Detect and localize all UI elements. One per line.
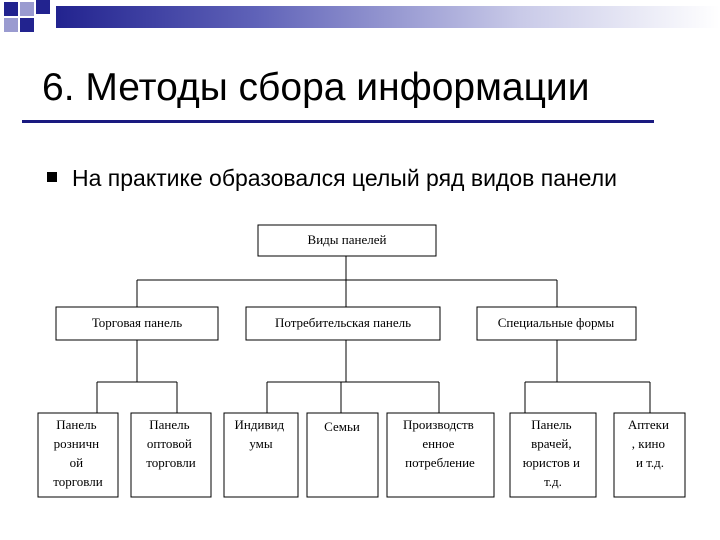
diagram-node-families xyxy=(307,413,378,497)
node-label-line: розничн xyxy=(53,436,100,451)
node-label-line: Виды панелей xyxy=(307,232,387,247)
diagram-node-consumer xyxy=(246,307,440,340)
diagram-node-pharmacies xyxy=(614,413,685,497)
node-label-line: потребление xyxy=(405,455,475,470)
node-label xyxy=(498,315,615,330)
node-label-line: умы xyxy=(249,436,273,451)
node-label-line: Потребительская панель xyxy=(274,315,412,330)
node-label-line: юристов и xyxy=(522,455,581,470)
node-label-line: Специальные формы xyxy=(497,315,615,330)
node-label-line: Торговая панель xyxy=(91,315,183,330)
diagram-node-root xyxy=(258,225,436,256)
diagram-node-special xyxy=(477,307,636,340)
node-label-line: Панель xyxy=(531,417,572,432)
bullet-text: На практике образовался целый ряд видов панели xyxy=(72,165,617,191)
node-label-line: оптовой xyxy=(146,436,192,451)
node-label-line: и т.д. xyxy=(635,455,665,470)
node-label-line: енное xyxy=(422,436,455,451)
node-label xyxy=(324,419,360,434)
node-label-line: врачей, xyxy=(531,436,572,451)
node-label xyxy=(146,417,195,470)
node-label-line: Аптеки xyxy=(627,417,669,432)
diagram-node-individuals xyxy=(224,413,298,497)
node-label-line: Панель xyxy=(56,417,97,432)
node-label-line: ой xyxy=(69,455,84,470)
node-label-line: Семьи xyxy=(324,419,360,434)
node-label-line: Индивид xyxy=(234,417,285,432)
node-label xyxy=(92,315,182,330)
node-label-line: Панель xyxy=(149,417,190,432)
node-label-line: торговли xyxy=(146,455,196,470)
diagram-node-trade xyxy=(56,307,218,340)
node-label-line: Производств xyxy=(402,417,474,432)
node-label-line: , кино xyxy=(631,436,665,451)
node-label-line: т.д. xyxy=(544,474,562,489)
diagram-node-wholesale-panel xyxy=(131,413,211,497)
node-label xyxy=(308,232,387,247)
diagram-node-doctors-panel xyxy=(510,413,596,497)
diagram-node-retail-panel xyxy=(38,413,118,497)
slide-title: 6. Методы сбора информации xyxy=(42,66,590,109)
node-label xyxy=(275,315,411,330)
diagram-node-industrial-consumption xyxy=(387,413,494,497)
node-label-line: торговли xyxy=(53,474,103,489)
